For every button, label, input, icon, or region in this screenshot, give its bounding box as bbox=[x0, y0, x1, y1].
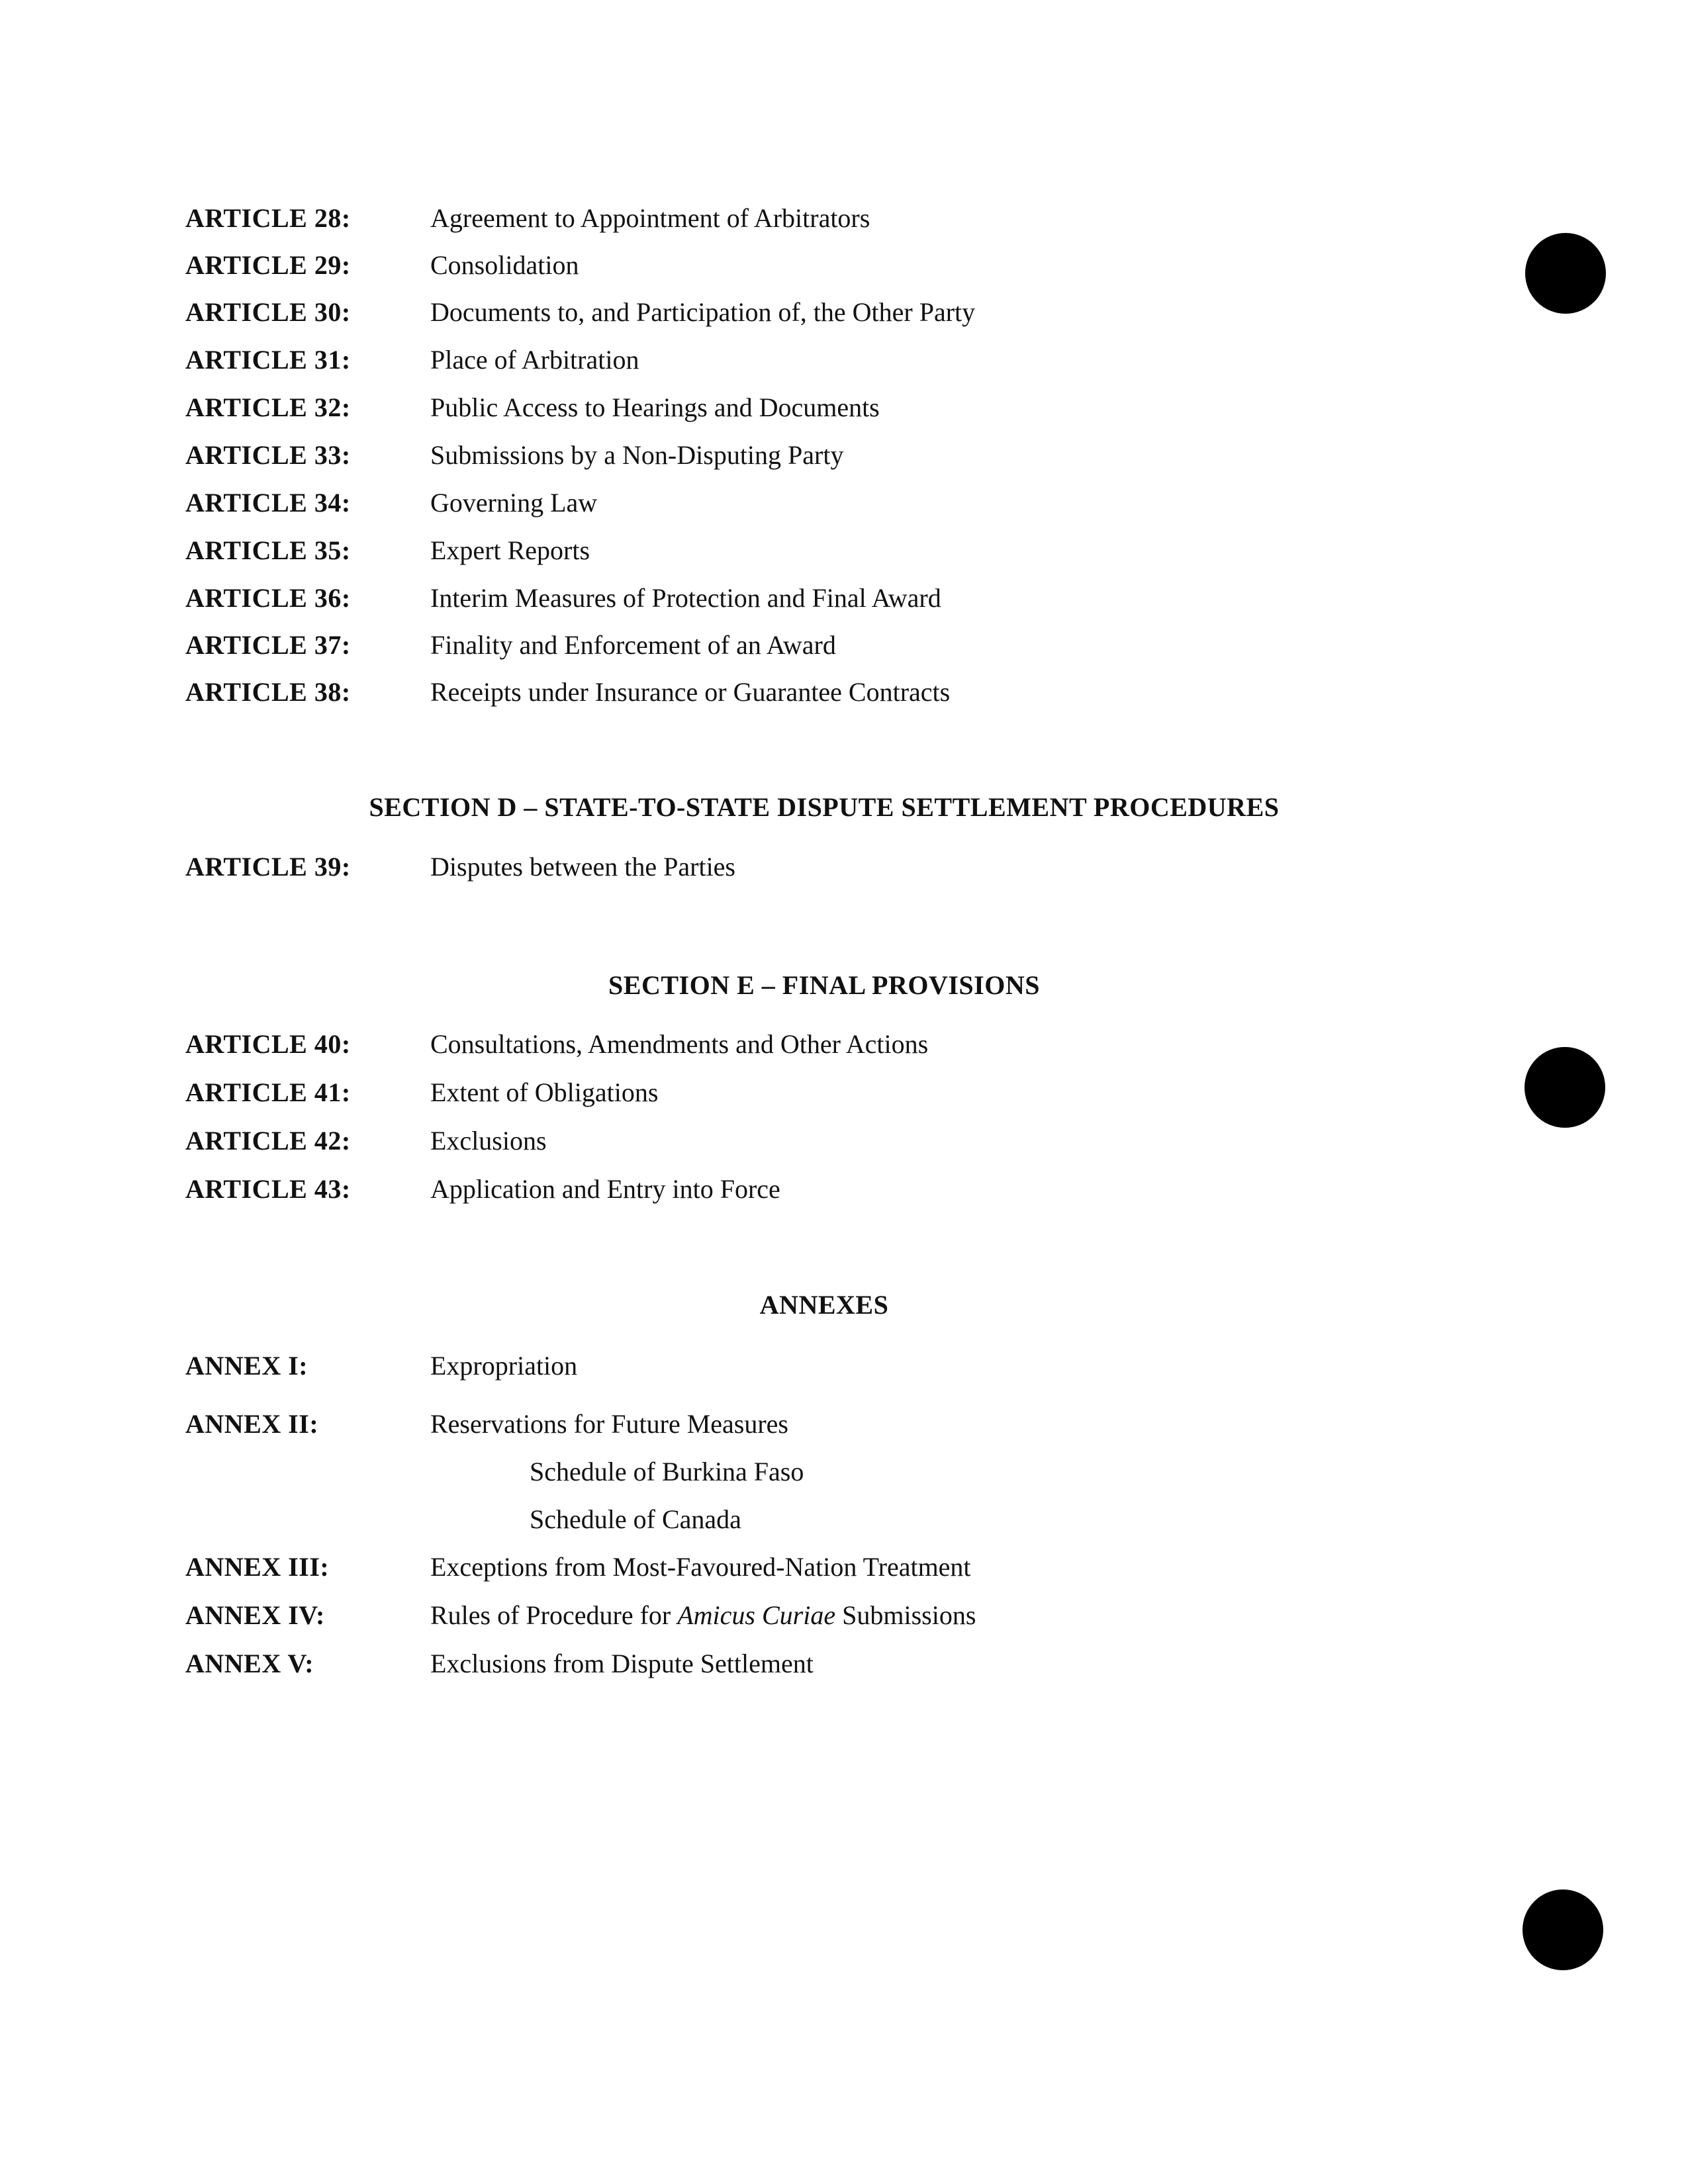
annex-title: Exclusions from Dispute Settlement bbox=[430, 1649, 814, 1678]
article-label: ARTICLE 42: bbox=[185, 1126, 351, 1156]
article-label: ARTICLE 31: bbox=[185, 345, 351, 375]
article-label: ARTICLE 34: bbox=[185, 488, 351, 518]
schedule-title: Schedule of Canada bbox=[530, 1504, 741, 1534]
article-title: Interim Measures of Protection and Final Award bbox=[430, 583, 941, 613]
article-title: Agreement to Appointment of Arbitrators bbox=[430, 203, 870, 233]
binder-hole bbox=[1523, 1889, 1603, 1970]
article-title: Documents to, and Participation of, the Other Party bbox=[430, 297, 976, 327]
article-label: ARTICLE 39: bbox=[185, 852, 351, 882]
article-label: ARTICLE 33: bbox=[185, 440, 351, 470]
annex-label: ANNEX III: bbox=[185, 1552, 330, 1582]
article-title: Expert Reports bbox=[430, 535, 590, 565]
article-title: Receipts under Insurance or Guarantee Contracts bbox=[430, 677, 951, 707]
article-label: ARTICLE 29: bbox=[185, 250, 351, 280]
annex-title: Reservations for Future Measures bbox=[430, 1409, 788, 1439]
article-label: ARTICLE 36: bbox=[185, 583, 351, 613]
annex-title-suffix: Submissions bbox=[835, 1600, 976, 1630]
article-title: Public Access to Hearings and Documents bbox=[430, 392, 880, 422]
annex-title: Exceptions from Most-Favoured-Nation Treatment bbox=[430, 1552, 971, 1582]
article-label: ARTICLE 40: bbox=[185, 1029, 351, 1059]
binder-hole bbox=[1524, 1047, 1605, 1128]
article-label: ARTICLE 32: bbox=[185, 392, 351, 422]
annex-title: Expropriation bbox=[430, 1351, 578, 1381]
section-e-heading: SECTION E – FINAL PROVISIONS bbox=[608, 970, 1040, 1000]
article-label: ARTICLE 28: bbox=[185, 203, 351, 233]
article-title: Governing Law bbox=[430, 488, 598, 518]
binder-hole bbox=[1525, 233, 1606, 314]
article-label: ARTICLE 30: bbox=[185, 297, 351, 327]
annex-label: ANNEX V: bbox=[185, 1649, 314, 1678]
annex-label: ANNEX I: bbox=[185, 1351, 308, 1381]
article-title: Place of Arbitration bbox=[430, 345, 639, 375]
article-label: ARTICLE 38: bbox=[185, 677, 351, 707]
article-title: Submissions by a Non-Disputing Party bbox=[430, 440, 844, 470]
annex-label: ANNEX IV: bbox=[185, 1600, 325, 1630]
section-d-heading: SECTION D – STATE-TO-STATE DISPUTE SETTLEMENT PROCEDURES bbox=[369, 792, 1280, 822]
article-label: ARTICLE 37: bbox=[185, 630, 351, 660]
article-label: ARTICLE 35: bbox=[185, 535, 351, 565]
annex-title bbox=[430, 1600, 976, 1631]
article-label: ARTICLE 43: bbox=[185, 1174, 351, 1204]
article-title: Disputes between the Parties bbox=[430, 852, 735, 882]
article-title: Consolidation bbox=[430, 250, 579, 280]
schedule-title: Schedule of Burkina Faso bbox=[530, 1457, 804, 1486]
annex-title-prefix: Rules of Procedure for bbox=[430, 1600, 678, 1630]
annex-label: ANNEX II: bbox=[185, 1409, 319, 1439]
annexes-heading: ANNEXES bbox=[759, 1290, 889, 1320]
annex-title-italic: Amicus Curiae bbox=[677, 1600, 836, 1630]
article-title: Consultations, Amendments and Other Actions bbox=[430, 1029, 929, 1059]
article-title: Finality and Enforcement of an Award bbox=[430, 630, 836, 660]
article-label: ARTICLE 41: bbox=[185, 1077, 351, 1107]
article-title: Application and Entry into Force bbox=[430, 1174, 780, 1204]
article-title: Extent of Obligations bbox=[430, 1077, 659, 1107]
article-title: Exclusions bbox=[430, 1126, 547, 1156]
